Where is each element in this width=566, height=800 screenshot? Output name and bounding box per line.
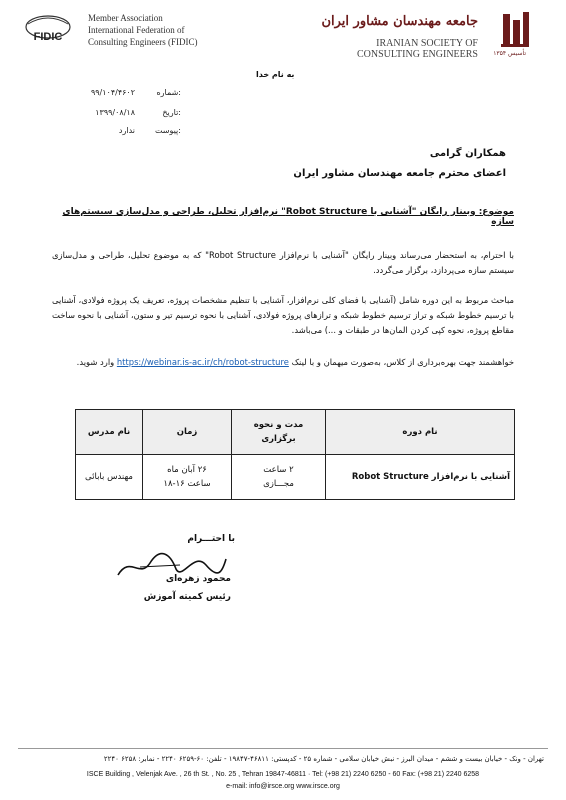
time-hours: ساعت ۱۶-۱۸ bbox=[163, 479, 211, 489]
link-outro-text: وارد شوید. bbox=[76, 357, 115, 367]
closing: با احتـــرام bbox=[187, 534, 235, 544]
time-date: ۲۶ آبان ماه bbox=[167, 465, 207, 475]
letter-attachment bbox=[31, 126, 181, 135]
footer-address-en: ISCE Building , Velenjak Ave. , 26 th St. , No. 25 , Tehran 19847-46811 · Tel: (+98 21) 2240 6250 - 60 Fax: (+98 21) 2240 6258 bbox=[86, 771, 480, 778]
greeting: همکاران گرامی bbox=[429, 148, 506, 159]
header-instructor: نام مدرس bbox=[76, 410, 143, 455]
duration-hours: ۲ ساعت bbox=[263, 465, 294, 475]
number-label: شماره: bbox=[156, 88, 181, 97]
fidic-line: Member Association bbox=[88, 13, 163, 23]
addressee: اعضای محترم جامعه مهندسان مشاور ایران bbox=[293, 168, 506, 179]
fidic-membership-text bbox=[88, 12, 198, 48]
body-paragraph-intro: با احترام، به استحضار می‌رساند وبینار رایگان "آشنایی با نرم‌افزار Robot Structure" که به موضوع تحلیل، طراحی و مدل‌سازی سیستم سازه می‌پردازد، برگزار می‌گردد. bbox=[52, 250, 514, 275]
isce-en-line: CONSULTING ENGINEERS bbox=[356, 49, 478, 60]
cell-course: آشنایی با نرم‌افزار Robot Structure bbox=[326, 455, 515, 500]
link-intro-text: خواهشمند جهت بهره‌برداری از کلاس، به‌صورت میهمان و با لینک bbox=[291, 357, 514, 367]
footer-address-fa: تهران - ونک - خیابان بیست و ششم - میدان البرز - نبش خیابان سلامی - شماره ۲۵ - کدپستی: ۴۶۸۱۱-۱۹۸۴۷ - تلفن: ۶۰-۶۲۵۹ ۲۲۴۰ - نمابر: ۶۲۵۸ ۲۲۴۰ bbox=[103, 755, 544, 763]
attachment-label: پیوست: bbox=[154, 126, 181, 135]
isce-en-line: IRANIAN SOCIETY OF bbox=[376, 38, 478, 49]
number-value: ۹۹/۱۰۴/۴۶۰۲ bbox=[90, 88, 135, 97]
fidic-line: International Federation of bbox=[88, 25, 185, 35]
cell-time bbox=[143, 455, 232, 500]
letter-date bbox=[31, 108, 181, 117]
isce-logo-icon bbox=[499, 10, 531, 50]
fidic-line: Consulting Engineers (FIDIC) bbox=[88, 37, 198, 47]
header-time: زمان bbox=[143, 410, 232, 455]
body-paragraph-link bbox=[52, 355, 514, 370]
isce-name-en bbox=[357, 38, 478, 60]
signer-title: رئیس کمیته آموزش bbox=[143, 592, 231, 602]
subject-line: موضوع: وبینار رایگان "آشنایی با Robot Structure" نرم‌افزار تحلیل، طراحی و مدل‌سازی سیستم‌های سازه bbox=[62, 207, 514, 227]
footer-contact: e-mail: info@irsce.org www.irsce.org bbox=[226, 783, 340, 790]
isce-established: تأسیس ۱۳۵۴ bbox=[493, 50, 526, 57]
course-table bbox=[75, 409, 515, 500]
cell-instructor: مهندس بابائی bbox=[76, 455, 143, 500]
duration-mode: مجـــازی bbox=[263, 479, 294, 489]
attachment-value: ندارد bbox=[118, 126, 135, 135]
fidic-logo bbox=[18, 14, 78, 44]
header-course: نام دوره bbox=[326, 410, 515, 455]
signer-name: محمود زهره‌ای bbox=[165, 574, 231, 584]
table-header-row bbox=[76, 410, 515, 455]
webinar-link[interactable]: https://webinar.is-ac.ir/ch/robot-structure bbox=[116, 357, 289, 367]
letter-number bbox=[31, 88, 181, 97]
bismillah: به نام خدا bbox=[256, 70, 295, 79]
cell-duration bbox=[232, 455, 326, 500]
body-paragraph-topics: مباحث مربوط به این دوره شامل (آشنایی با فضای کلی نرم‌افزار، آشنایی با تنظیم مشخصات پروژه، تعریف یک پروژه فولادی، آشنایی با ترسیم خطوط شبکه و تراز ترسیم خطوط شبکه و ترازهای پروژه فولادی، آشنایی با نحوه ترسیم تیر و ستون، آشنایی با نحوه ساخت مقاطع پروژه، نحوه کپی کردن المان‌ها در طبقات و ...) می‌باشد. bbox=[52, 295, 514, 335]
table-row bbox=[76, 455, 515, 500]
header-duration: مدت و نحوه برگزاری bbox=[232, 410, 326, 455]
fidic-logo-text: FIDIC bbox=[33, 31, 63, 43]
date-label: تاریخ: bbox=[162, 108, 181, 117]
date-value: ۱۳۹۹/۰۸/۱۸ bbox=[95, 108, 135, 117]
footer-divider bbox=[18, 748, 548, 749]
isce-name-fa: جامعه مهندسان مشاور ایران bbox=[321, 14, 478, 29]
